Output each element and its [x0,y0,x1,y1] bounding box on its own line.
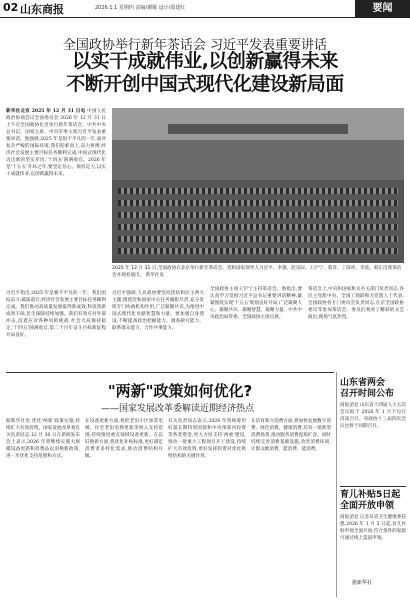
sidebar-item1-title-line2: 召开时间公布 [340,389,395,399]
sidebar-item1-title [340,378,406,400]
newspaper-name: 山东商报 [20,3,64,16]
audience-row [118,188,398,194]
photo-stage-banner [168,124,348,134]
headline-line-2: 不断开创中国式现代化建设新局面 [66,73,344,95]
sidebar-item2-text: 商报消息 记者从省卫生健康委获悉,2026 年 1 月 5 日起,育儿补贴申领全面开放,符合条件的家庭可通过线上渠道申领。 [340,515,406,541]
lead-dateline: 新华社北京 2025 年 12 月 31 日电 [6,109,86,114]
main-col-c: 全国政协主席王沪宁主持茶话会。他指出,要认真学习贯彻习近平总书记重要讲话精神,紧紧围绕实现'十五五'规划良好开局,广泛凝聚人心、凝聚共识、凝聚智慧、凝聚力量。中共中央政治局常委、全国政协主席出席。 [210,287,302,320]
lead-text: 中国人民政治协商会议全国委员会 2026 年 12 月 31 日上午在全国政协礼堂举行新年茶话会。中共中央总书记、国家主席、中央军委主席习近平发表重要讲话。他强调,2025 年是很不平凡的一年,面对复杂严峻的国际环境,我们迎难而上,奋力拼搏,经济社会发展主要目标任务顺利完成,中国式现代化迈出新的坚实步伐,'十四五'圆满收官。2026 年是'十五五'开局之年,要坚定信心、保持定力,以实干成就伟业,以创新赢得未来。 [6,109,106,177]
main-col-b: 习近平强调,人民政协要坚持团结和民主两大主题,围绕党和国家中心任务履职尽责,充分发挥专门协商机构作用,广泛凝聚共识,为推进中国式现代化贡献智慧和力量。要加强自身建设,不断提高政治把握能力、调查研究能力、联系群众能力、合作共事能力。 [112,291,204,331]
main-col-d: 茶话会上,中央和国家机关有关部门负责同志,各民主党派中央、全国工商联和无党派人士代表,全国政协各专门委员会负责同志,在京全国政协委员等参加茶话会。委员们观看了精彩的文艺演出,现场气氛热烈。 [308,287,404,320]
article-divider [6,372,334,373]
headline-line-1: 以实干成就伟业,以创新赢得未来 [72,50,338,72]
second-article-title: "两新"政策如何优化? [107,382,253,400]
sidebar-divider [336,372,337,597]
audience-row [118,248,398,254]
sidebar-item2-title [340,490,406,512]
main-headline [20,50,390,96]
photo-stage [112,140,404,180]
page-header [0,0,410,18]
sidebar-item2-title-line2: 全面开放申领 [340,501,395,511]
main-kicker: 全国政协举行新年茶话会 习近平发表重要讲话 [62,38,328,53]
sidebar-item-divider [340,486,406,487]
second-article-subtitle: ——国家发展改革委解读近期经济热点 [100,404,254,414]
audience-row [118,212,398,218]
audience-row [118,200,398,206]
sidebar-credit: 据新华社 [352,580,373,586]
lead-column [6,108,106,178]
sidebar-item1-text: 商报消息 山东省十四届人大五次会议拟于 2026 年 1 月下旬在济南召开。省政协十三届四次会议也将于同期召开。 [340,403,406,429]
photo-audience [112,180,404,263]
second-col-b: 在设备更新方面,将把老旧小区加装电梯、住宅老旧电梯更新等纳入支持范围,持续推进重点领域设备更新。在以旧换新方面,将优化补贴标准,更好满足消费者多样化需求,推动消费结构升级。 [85,419,163,459]
second-col-a: 据新华社电 优化'两新'政策实施,持续扩大有效投资。国家发展改革委有关负责同志 12 月 30 日在新闻发布会上表示,2026 年将继续实施大规模设备更新和消费品以旧换新政策,进一步优化支持范围和方式。 [6,419,80,459]
section-tag: 要闻 [355,0,410,17]
sidebar-item2-title-line1: 育儿补贴5日起 [340,490,401,500]
second-col-d: 在培育新兴消费方面,将加快发展数字消费、绿色消费、健康消费,培育一批新型消费场景,推动服务消费提质扩容。同时持续完善消费基础设施,改善消费环境,让群众敢消费、愿消费、能消费。 [251,419,331,452]
audience-row [118,236,398,242]
news-photo [112,108,404,263]
sidebar-item1-title-line1: 山东省两会 [340,378,386,388]
page-number: 02 [3,1,19,14]
date-line: 2026.1.1 星期四 责编/谢顺 设计/邵建红 [95,5,186,11]
second-col-c: 有关负责同志表示,2026 年将统筹用好超长期特别国债和中央预算内投资等各类资金,更大力度支持'两重'建设,推动一批重大工程项目开工建设,持续扩大有效投资,更好发挥投资对优化供给结构的关键作用。 [168,419,246,459]
photo-caption: 2025 年 12 月 31 日,全国政协在北京举行新年茶话会。党和国家领导人习近平、李强、赵乐际、王沪宁、蔡奇、丁薛祥、李希、韩正出席茶话会并观看演出。 新华社发 [112,266,402,278]
audience-row [118,224,398,230]
main-col-a: 习近平指出,2025 年是极不平凡的一年。我们团结奋斗,砥砺前行,经济社会发展主要目标任务顺利完成。我们推动高质量发展取得新成效,科技创新成果丰硕,民生保障持续加强。我们有效应对外部冲击,沉着应对各种风险挑战,社会大局保持稳定,'十四五'圆满收官,第二个百年奋斗目标新征程开局良好。 [6,291,106,338]
